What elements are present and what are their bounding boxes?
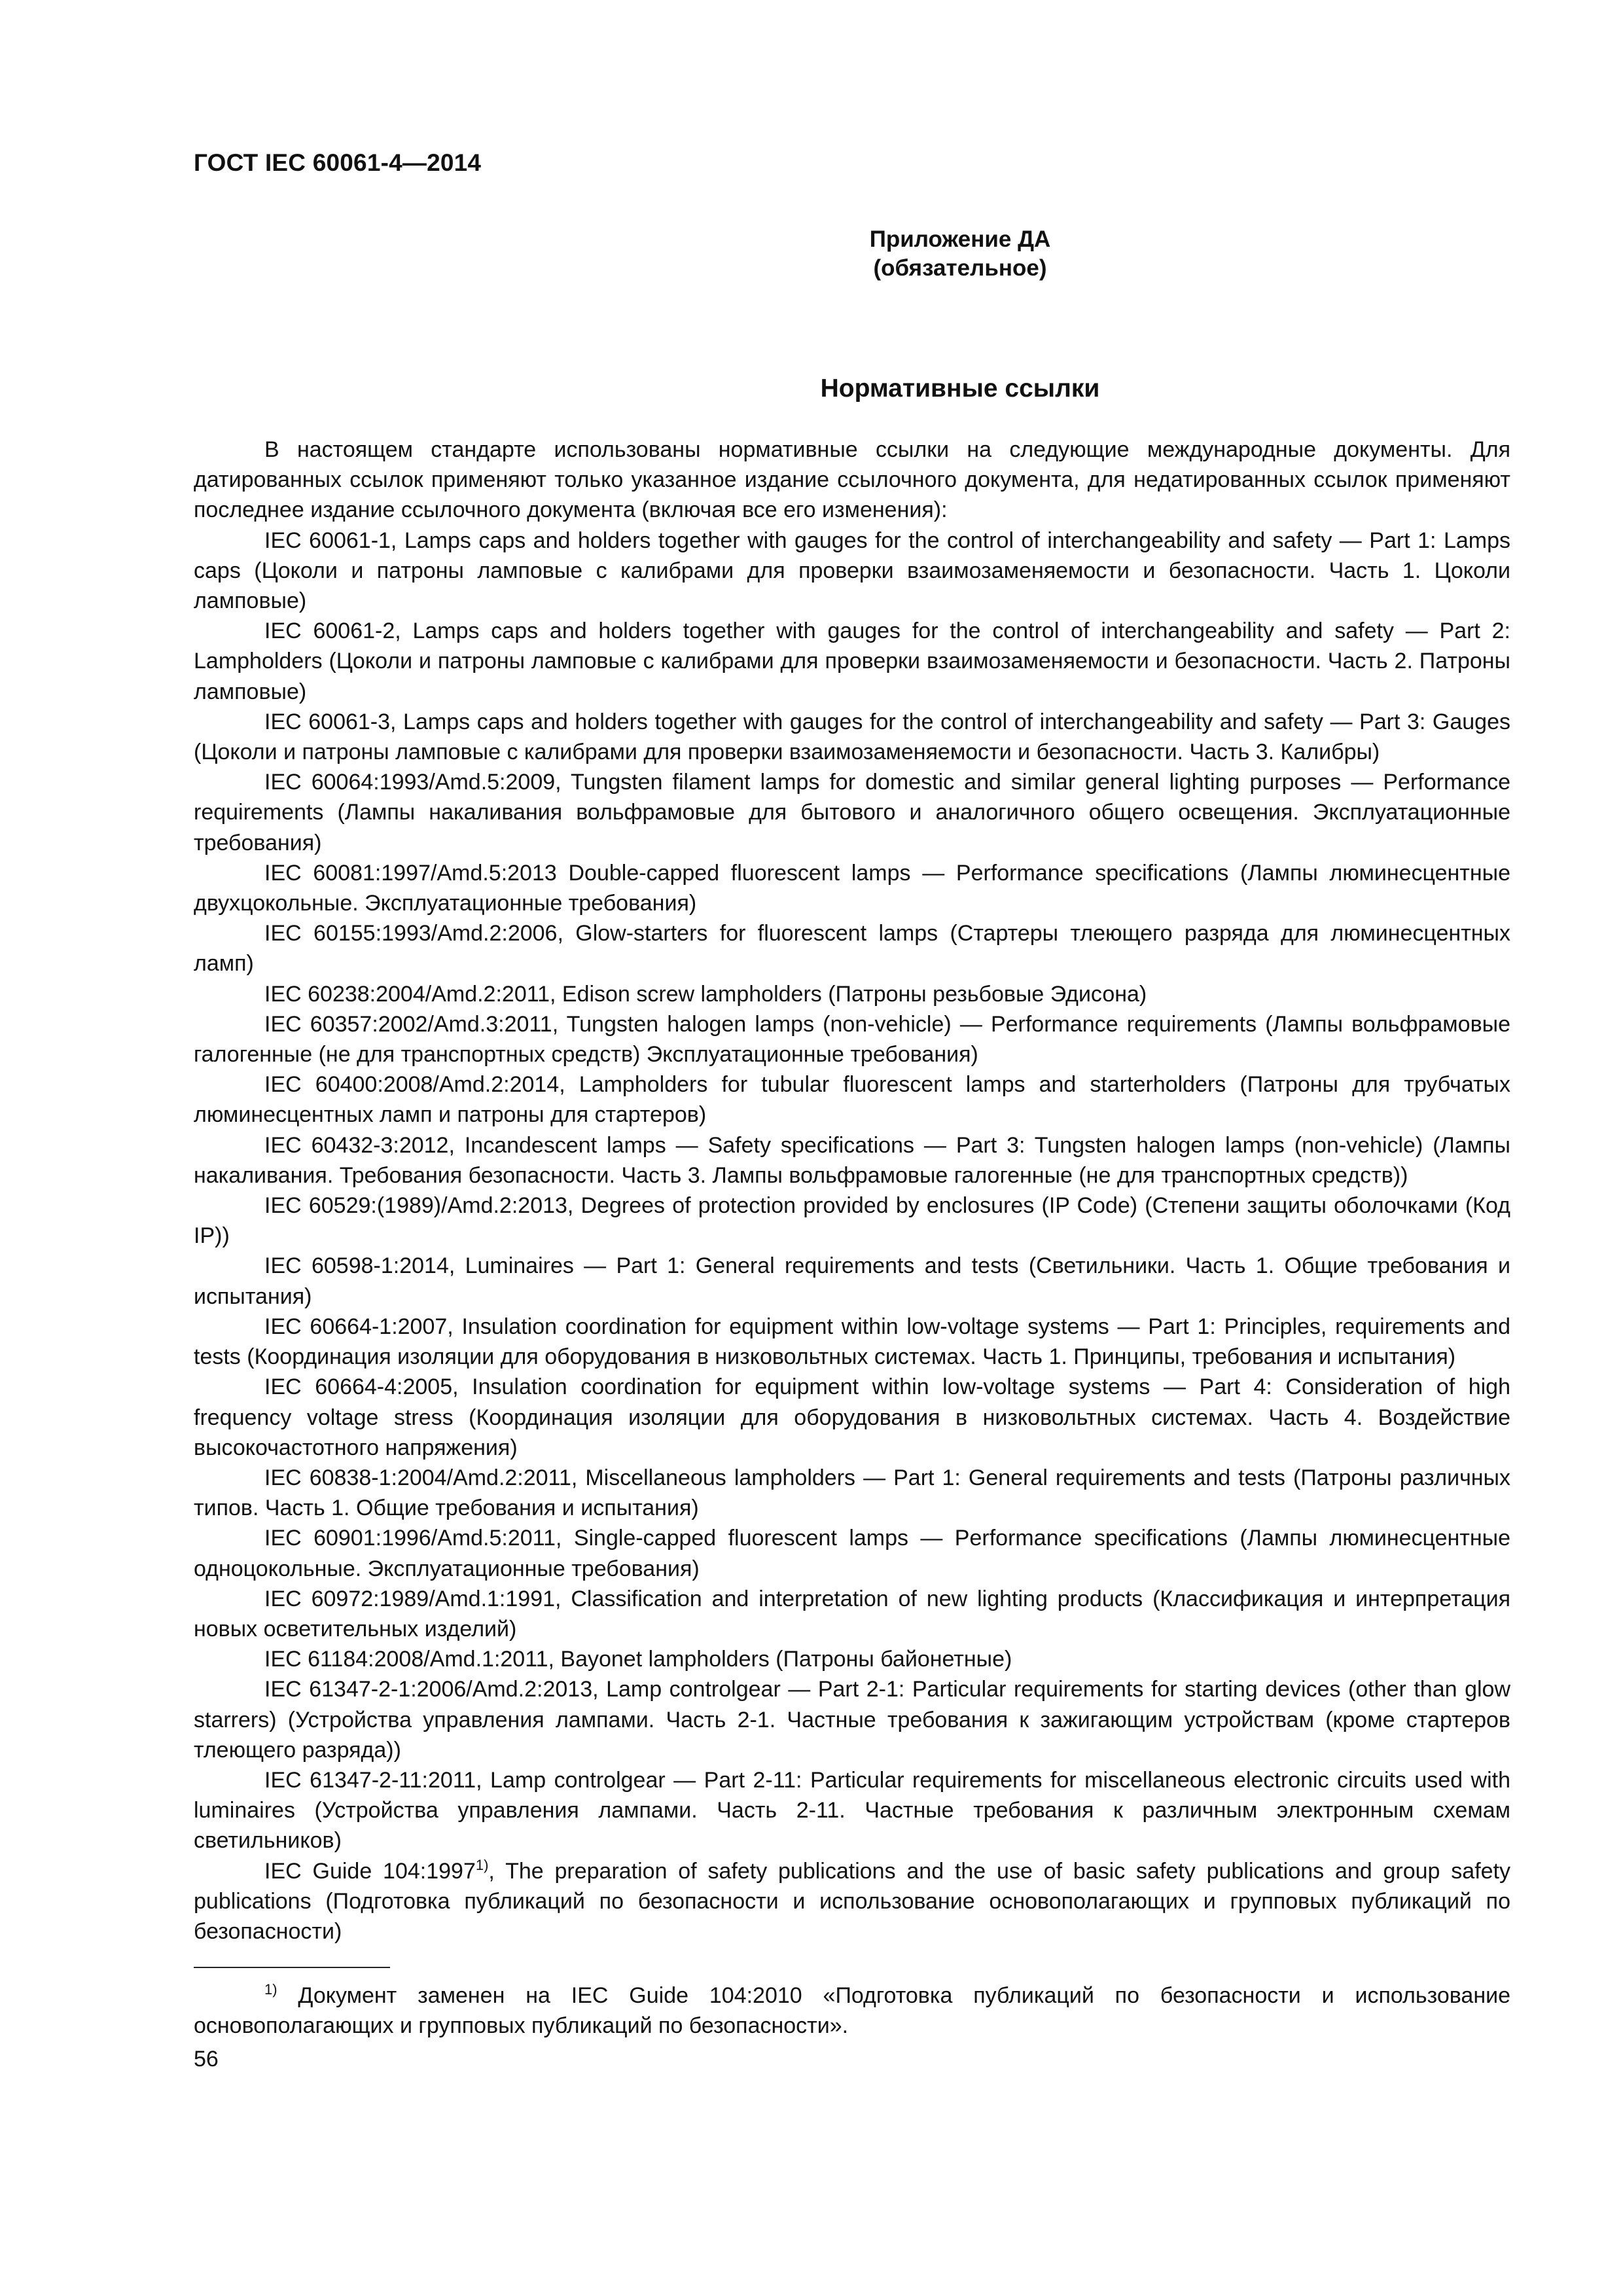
intro-paragraph: В настоящем стандарте использованы нормативные ссылки на следующие международные документы. Для датированных ссылок применяют только указанное издание ссылочного документа, для недатированных ссылок применяют последнее издание ссылочного документа (включая все его изменения): (194, 437, 1510, 523)
reference-item: IEC 60664-1:2007, Insulation coordination for equipment within low-voltage systems — Part 1: Principles, requirements and tests (Координация изоляции для оборудования в низковольтных системах. Часть 1. Принципы, требования и испытания) (194, 1314, 1510, 1370)
reference-item: IEC 60064:1993/Amd.5:2009, Tungsten filament lamps for domestic and similar general lighting purposes — Performance requirements (Лампы накаливания вольфрамовые для бытового и аналогичного общего освещения. Эксплуатационные требования) (194, 770, 1510, 855)
appendix-title: Приложение ДА (869, 226, 1051, 252)
footnote-divider (194, 1967, 390, 1968)
reference-item: IEC 60081:1997/Amd.5:2013 Double-capped fluorescent lamps — Performance specifications (Лампы люминесцентные двухцокольные. Эксплуатационные требования) (194, 860, 1510, 916)
footnote-number: 1) (264, 1981, 277, 1998)
reference-item: IEC 60529:(1989)/Amd.2:2013, Degrees of protection provided by enclosures (IP Code) (Степени защиты оболочками (Код IP)) (194, 1193, 1510, 1249)
reference-item: IEC 61347-2-1:2006/Amd.2:2013, Lamp controlgear — Part 2-1: Particular requirements for starting devices (other than glow starrers) (Устройства управления лампами. Часть 2-1. Частные требования к зажигающим устройствам (кроме стартеров тлеющего разряда)) (194, 1677, 1510, 1763)
reference-item: IEC 60238:2004/Amd.2:2011, Edison screw lampholders (Патроны резьбовые Эдисона) (264, 981, 1147, 1007)
reference-item: IEC 60061-3, Lamps caps and holders together with gauges for the control of interchangeability and safety — Part 3: Gauges (Цоколи и патроны ламповые с калибрами для проверки взаимозаменяемости и безопасности. Часть 3. Калибры) (194, 709, 1510, 765)
appendix-heading (194, 225, 1510, 283)
reference-item: IEC 60598-1:2014, Luminaires — Part 1: General requirements and tests (Светильники. Часть 1. Общие требования и испытания) (194, 1253, 1510, 1309)
reference-item: IEC 60972:1989/Amd.1:1991, Classification and interpretation of new lighting products (Классификация и интерпретация новых осветительных изделий) (194, 1586, 1510, 1641)
reference-item: IEC 60400:2008/Amd.2:2014, Lampholders for tubular fluorescent lamps and starterholders (Патроны для трубчатых люминесцентных ламп и патроны для стартеров) (194, 1072, 1510, 1128)
document-header: ГОСТ IEC 60061-4—2014 (194, 149, 482, 176)
reference-item: IEC 61347-2-11:2011, Lamp controlgear — Part 2-11: Particular requirements for miscellaneous electronic circuits used with luminaires (Устройства управления лампами. Часть 2-11. Частные требования к различным электронным схемам светильников) (194, 1767, 1510, 1854)
footnote-marker[interactable]: 1) (475, 1856, 489, 1873)
footnote (194, 1981, 1510, 2041)
reference-item: IEC 60664-4:2005, Insulation coordination for equipment within low-voltage systems — Part 4: Consideration of high frequency voltage stress (Координация изоляции для оборудования в низковольтных системах. Часть 4. Воздействие высокочастотного напряжения) (194, 1374, 1510, 1460)
references-body (194, 435, 1510, 1946)
guide-ref-rest: , The preparation of safety publications and the use of basic safety publications and group safety publications (Подготовка публикаций по безопасности и использование основополагающих и групповых публикаций по безопасности) (194, 1858, 1510, 1944)
section-title: Нормативные ссылки (820, 374, 1100, 403)
reference-item-guide (194, 1856, 1510, 1947)
appendix-status: (обязательное) (873, 255, 1047, 281)
reference-item: IEC 60061-1, Lamps caps and holders together with gauges for the control of interchangeability and safety — Part 1: Lamps caps (Цоколи и патроны ламповые с калибрами для проверки взаимозаменяемости и безопасности. Часть 1. Цоколи ламповые) (194, 528, 1510, 614)
reference-item: IEC 60432-3:2012, Incandescent lamps — Safety specifications — Part 3: Tungsten halogen lamps (non-vehicle) (Лампы накаливания. Требования безопасности. Часть 3. Лампы вольфрамовые галогенные (не для транспортных средств)) (194, 1132, 1510, 1188)
reference-item: IEC 60901:1996/Amd.5:2011, Single-capped fluorescent lamps — Performance specifications (Лампы люминесцентные одноцокольные. Эксплуатационные требования) (194, 1526, 1510, 1581)
page-number: 56 (194, 2047, 219, 2072)
guide-ref-lead: IEC Guide 104:1997 (264, 1858, 476, 1884)
reference-item: IEC 60357:2002/Amd.3:2011, Tungsten halogen lamps (non-vehicle) — Performance requirements (Лампы вольфрамовые галогенные (не для транспортных средств) Эксплуатационные требования) (194, 1011, 1510, 1067)
reference-item: IEC 61184:2008/Amd.1:2011, Bayonet lampholders (Патроны байонетные) (264, 1647, 1012, 1672)
footnote-text: Документ заменен на IEC Guide 104:2010 «Подготовка публикаций по безопасности и использование основополагающих и групповых публикаций по безопасности». (194, 1983, 1510, 2038)
reference-item: IEC 60838-1:2004/Amd.2:2011, Miscellaneous lampholders — Part 1: General requirements and tests (Патроны различных типов. Часть 1. Общие требования и испытания) (194, 1465, 1510, 1521)
reference-item: IEC 60155:1993/Amd.2:2006, Glow-starters for fluorescent lamps (Стартеры тлеющего разряда для люминесцентных ламп) (194, 921, 1510, 977)
reference-item: IEC 60061-2, Lamps caps and holders together with gauges for the control of interchangeability and safety — Part 2: Lampholders (Цоколи и патроны ламповые с калибрами для проверки взаимозаменяемости и безопасности. Часть 2. Патроны ламповые) (194, 619, 1510, 704)
